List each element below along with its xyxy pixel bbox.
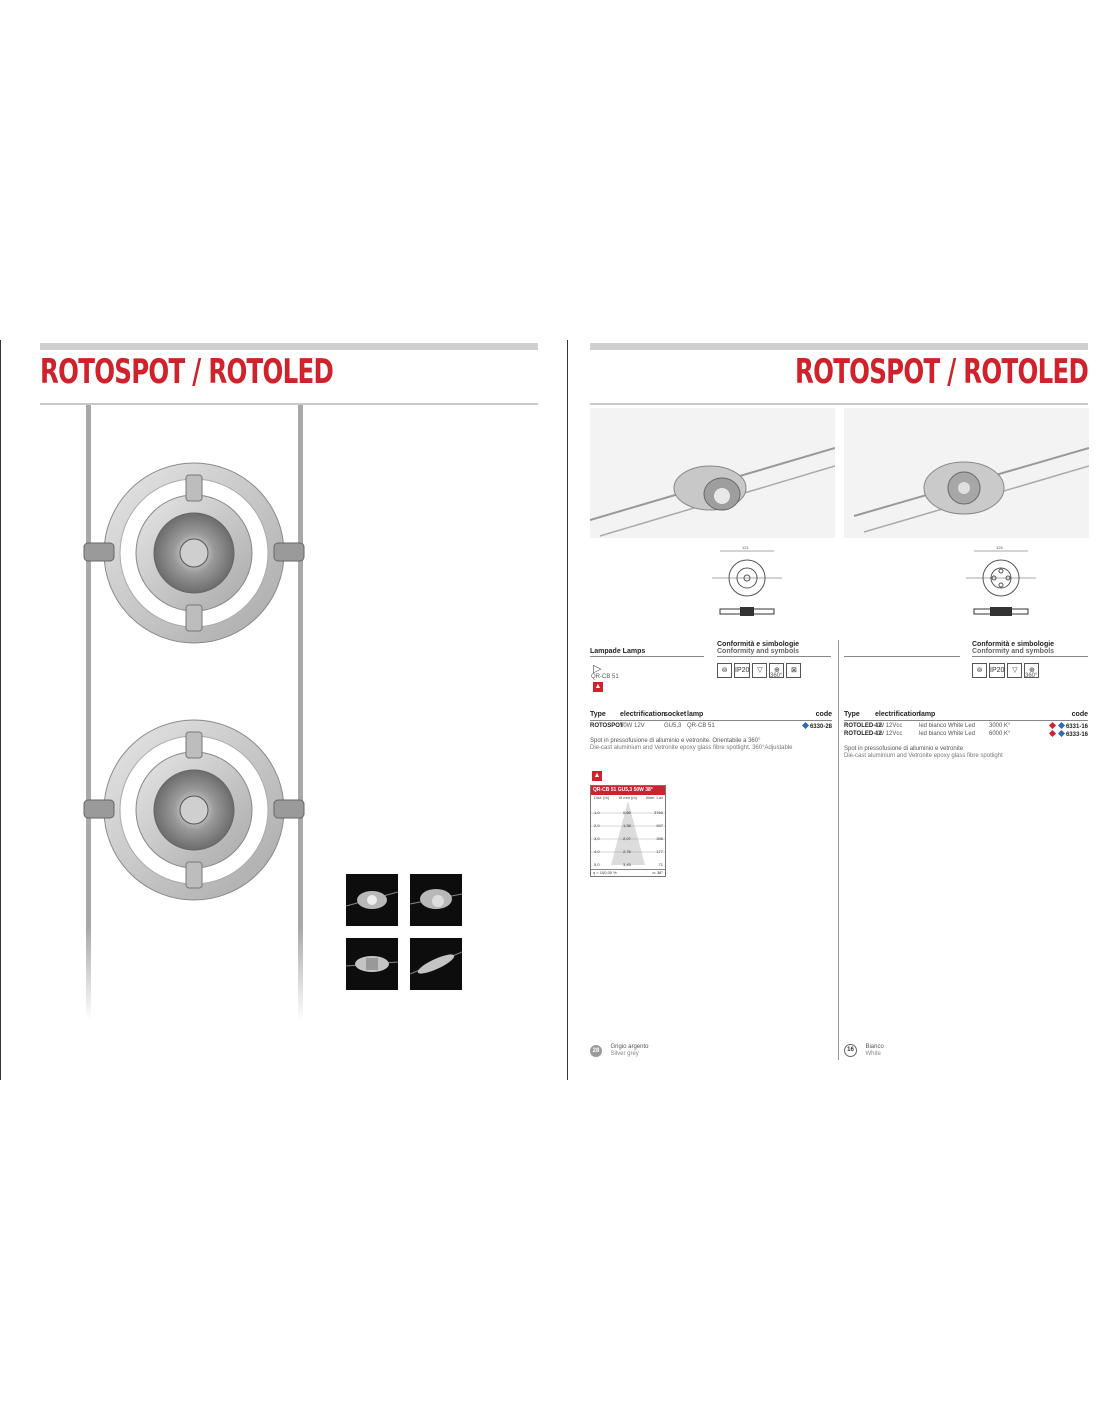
col-code: code (815, 711, 832, 718)
col-electrification: electrification (620, 711, 666, 718)
column-divider (838, 640, 839, 1060)
thumbnail-top-view (346, 874, 398, 926)
product-hero-image (40, 405, 380, 1020)
rotoled-technical-drawing (966, 545, 1036, 625)
halogen-warning-icon: ▲ (594, 683, 602, 690)
table-row: ROTOLED-12 4W 12Vcc led bianco White Led 6000 K° 6333-16 (844, 731, 1088, 738)
col-type: Type (844, 711, 860, 718)
finish-badge: 28 (590, 1045, 602, 1057)
table-row: ROTOLED-12 4W 12Vcc led bianco White Led 3000 K° 6331-16 (844, 723, 1088, 730)
left-header-bar (40, 343, 538, 350)
svg-text:125: 125 (996, 545, 1003, 550)
conformity-rule (717, 656, 831, 657)
beam-angle-label: α: 38° (652, 870, 663, 875)
conformity-sub: Conformity and symbols (717, 648, 800, 655)
rotation-angle: 360° (770, 673, 783, 679)
thumbnail-angled-view (410, 874, 462, 926)
conformity-heading: Conformità e simbologie (717, 641, 800, 648)
f-mark-icon: ▽ (752, 663, 767, 678)
ip20-symbol: IP20 (989, 663, 1005, 678)
rotation-icon: ⊕ (769, 663, 784, 678)
photometric-rows: 1,0 0,69 3760 2,0 1,38 947 3,0 2,07 396 4,0 2,76 177 5,0 3,45 71 (594, 810, 663, 867)
rotospot-table (590, 711, 832, 732)
svg-text:121: 121 (742, 545, 749, 550)
class-symbol-icon: ⊚ (717, 663, 732, 678)
col-code: code (1071, 711, 1088, 718)
col-socket: socket (664, 711, 687, 718)
rotoled-desc-it: Spot in pressofusione di alluminio e vetronite (844, 746, 964, 752)
no-bin-icon: ⊠ (786, 663, 801, 678)
blue-diamond-icon (1058, 730, 1065, 737)
rotospot-desc-it: Spot in pressofusione di alluminio e vetronite. Orientabile a 360° (590, 738, 761, 744)
rotation-angle-rotoled: 360° (1025, 673, 1038, 679)
rotospot-desc-en: Die-cast aluminium and Vetronite epoxy glass fibre spotlight. 360°Adjustable (590, 745, 793, 751)
lamp-code: QR-CB 51 (591, 674, 619, 680)
finish-silver-grey: 28 Grigio argento Silver grey (590, 1042, 648, 1060)
right-header-bar (590, 343, 1088, 350)
rotospot-technical-drawing (712, 545, 782, 625)
halogen-warning-icon-2: ▲ (593, 772, 601, 779)
conformity-heading-rotoled: Conformità e simbologie (972, 641, 1055, 648)
lamp-icon: ▷ (593, 663, 602, 675)
right-title-rule (590, 403, 1088, 405)
page-title-right: ROTOSPOT / ROTOLED (794, 352, 1088, 392)
photometric-chart: QR-CB 51 GU5,3 50W 38° Dist. (m) Ø mm (m) Illum. Lux 1,0 0,69 3760 2,0 1,38 947 3,0 2,07 396 4,0 2,76 177 5,0 3,45 71 η = 100,00 % α: 38° (590, 785, 666, 877)
conformity-rule-rotoled (972, 656, 1088, 657)
ip20-symbol: IP20 (734, 663, 750, 678)
col-lamp: lamp (919, 711, 936, 718)
thumbnail-side-view (346, 938, 398, 990)
conformity-sub-rotoled: Conformity and symbols (972, 648, 1055, 655)
col-type: Type (590, 711, 606, 718)
lamps-heading: Lampade Lamps (590, 648, 646, 655)
class-symbol-icon: ⊚ (972, 663, 987, 678)
rotoled-left-rule (844, 656, 960, 657)
finish-white: 16 Bianco White (844, 1042, 884, 1060)
efficiency-label: η = 100,00 % (593, 870, 617, 875)
finish-badge: 16 (844, 1044, 857, 1057)
rotation-icon: ⊕ (1024, 663, 1039, 678)
page-title: ROTOSPOT / ROTOLED (40, 352, 334, 392)
photometric-title: QR-CB 51 GU5,3 50W 38° (591, 786, 665, 795)
thumbnail-edge-view (410, 938, 462, 990)
silver-grey-diamond-icon (802, 722, 809, 729)
red-diamond-icon (1049, 730, 1056, 737)
table-row: ROTOSPOT 50W 12V GU5,3 QR-CB 51 6330-28 (590, 723, 832, 730)
f-mark-icon: ▽ (1007, 663, 1022, 678)
rotoled-photo (844, 408, 1089, 538)
rotoled-table (844, 711, 1088, 739)
red-diamond-icon (1049, 722, 1056, 729)
rotospot-photo (590, 408, 835, 538)
rotoled-desc-en: Die-cast aluminium and Vetronite epoxy glass fibre spotlight (844, 753, 1003, 759)
lamps-rule (590, 656, 704, 657)
col-lamp: lamp (687, 711, 704, 718)
conformity-symbols (717, 662, 803, 680)
blue-diamond-icon (1058, 722, 1065, 729)
col-electrification: electrification (875, 711, 921, 718)
left-page-edge (0, 340, 1, 1080)
page-gutter (567, 340, 568, 1080)
